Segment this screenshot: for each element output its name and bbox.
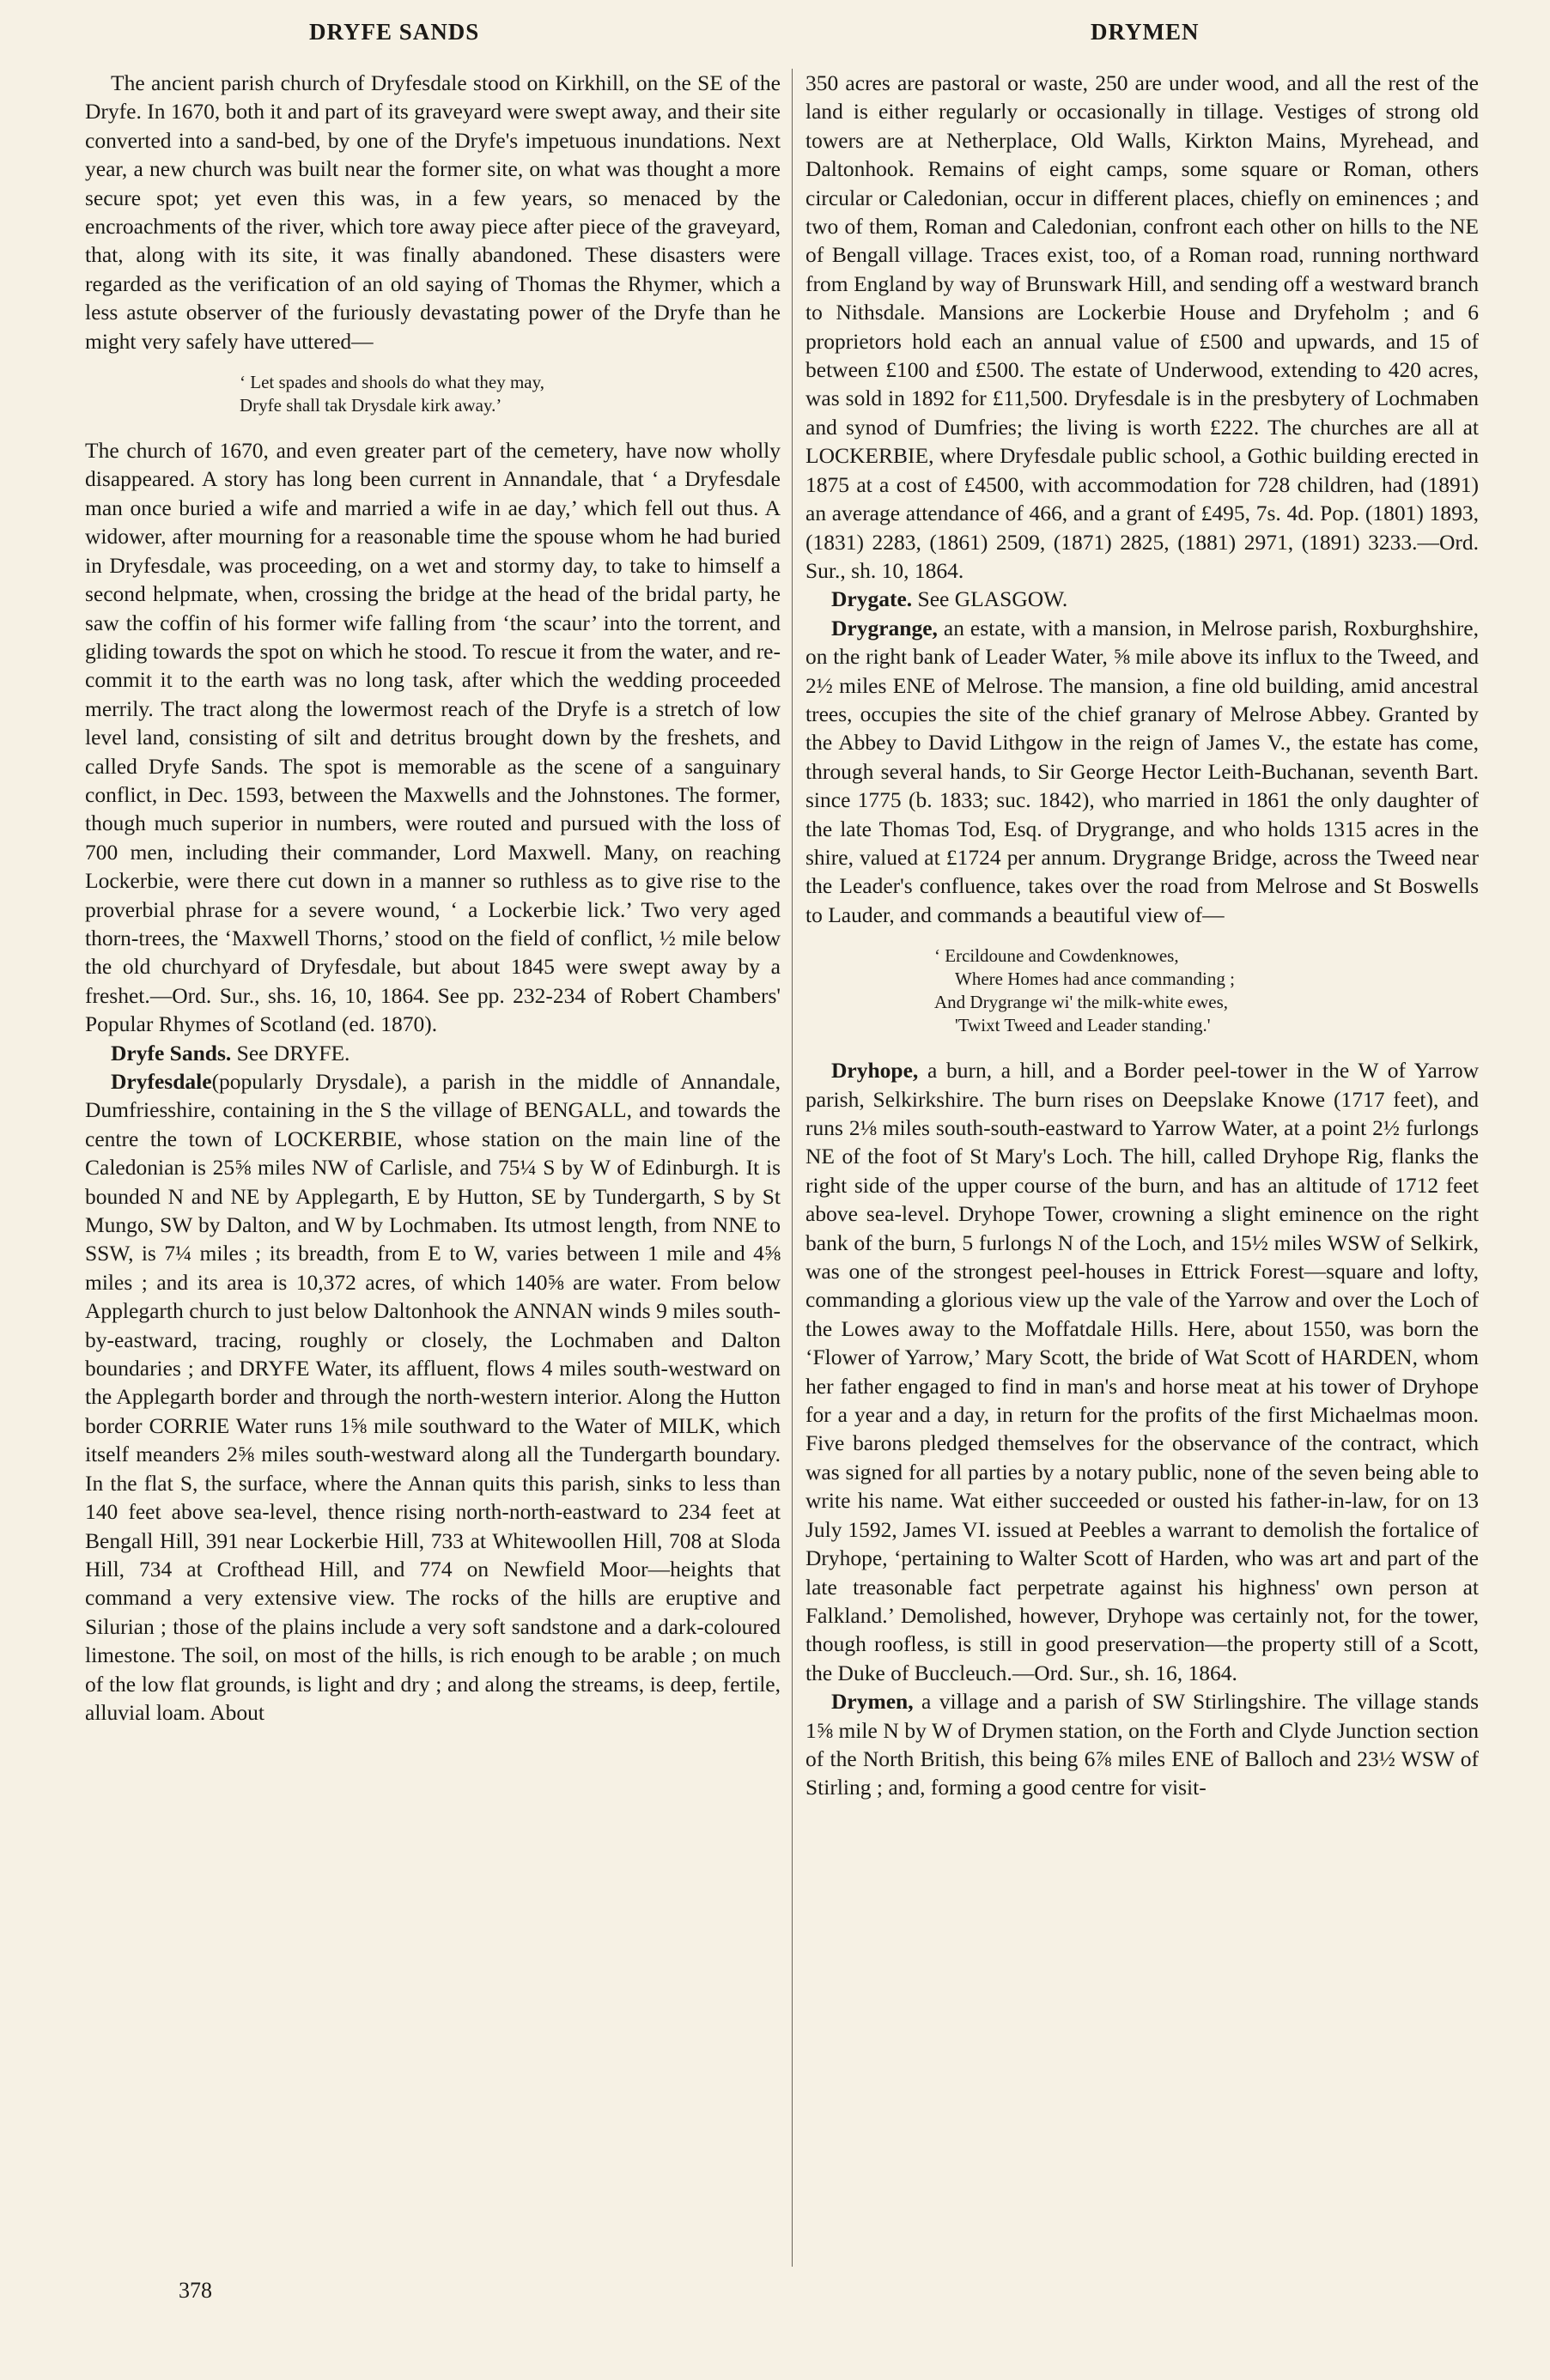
entry-text: a burn, a hill, and a Border peel-tower in the W of Yarrow parish, Selkirkshire. The burn rises on Deepslake Knowe (1717 feet), and runs 2⅛ miles south-south-eastward to Yarrow Water, at a point 2½ furlongs NE of the foot of St Mary's Loch. The hill, called Dryhope Rig, flanks the right side of the upper course of the burn, and has an altitude of 1712 feet above sea-level. Dryhope Tower, crowning a slight eminence on the right bank of the burn, 5 furlongs N of the Loch, and 15½ miles WSW of Selkirk, was one of the strongest peel-houses in Ettrick Forest—square and lofty, commanding a glorious view up the vale of the Yarrow and over the Loch of the Lowes away to the Moffatdale Hills. Here, about 1550, was born the ‘Flower of Yarrow,’ Mary Scott, the bride of Wat Scott of HARDEN, whom her father engaged to find in man's and horse meat at his tower of Dryhope for a year and a day, in return for the profits of the first Michaelmas moon. Five barons pledged themselves for the observance of the contract, which was signed for all parties by a notary public, none of the seven being able to write his name. Wat either succeeded or ousted his father-in-law, for on 13 July 1592, James VI. issued at Peebles a warrant to demolish the fortalice of Dryhope, ‘pertaining to Walter Scott of Harden, who was art and part of the late treasonable fact perpetrate against his highness' own person at Falkland.’ Demolished, however, Dryhope was certainly not, for the tower, though roofless, is still in good preservation—the property still of a Scott, the Duke of Buccleuch.—Ord. Sur., sh. 16, 1864.	[805, 1058, 1479, 1685]
verse-line: 'Twixt Tweed and Leader standing.'	[955, 1015, 1211, 1036]
running-head-right: DRYMEN	[1091, 19, 1200, 45]
verse-ercildoune	[805, 944, 1479, 1037]
entry-dryfe-sands	[85, 1039, 781, 1067]
verse-line: ‘ Let spades and shools do what they may,	[240, 372, 544, 393]
verse-line: ‘ Ercildoune and Cowdenknowes,	[934, 945, 1179, 967]
column-divider	[792, 69, 793, 2267]
verse-thomas-rhymer	[85, 371, 781, 417]
entry-headword: Drymen,	[831, 1689, 914, 1715]
entry-headword: Drygate.	[831, 586, 913, 612]
entry-text: See DRYFE.	[236, 1040, 350, 1066]
entry-drymen	[805, 1687, 1479, 1802]
entry-headword: Dryfesdale	[111, 1069, 212, 1094]
entry-drygate	[805, 585, 1479, 613]
paragraph-dryfe-sands: The church of 1670, and even greater part of the cemetery, have now wholly disappeared. A story has long been current in Annandale, that ‘ a Dryfesdale man once buried a wife and married a wife in ae day,’ which fell out thus. A widower, after mourning for a reasonable time the spouse whom he had buried in Dryfesdale, was proceeding, on a wet and stormy day, to take to himself a second helpmate, when, crossing the bridge at the head of the bridal party, he saw the coffin of his former wife falling from ‘the scaur’ into the torrent, and gliding towards the spot on which he stood. To rescue it from the water, and re-commit it to the earth was no long task, after which the wedding proceeded merrily. The tract along the lowermost reach of the Dryfe is a stretch of low level land, consisting of silt and detritus brought down by the freshets, and called Dryfe Sands. The spot is memorable as the scene of a sanguinary conflict, in Dec. 1593, between the Maxwells and the Johnstones. The former, though much superior in numbers, were routed and pursued with the loss of 700 men, including their commander, Lord Maxwell. Many, on reaching Lockerbie, were there cut down in a manner so ruthless as to give rise to the proverbial phrase for a severe wound, ‘ a Lockerbie lick.’ Two very aged thorn-trees, the ‘Maxwell Thorns,’ stood on the field of conflict, ½ mile below the old churchyard of Dryfesdale, but about 1845 were swept away by a freshet.—Ord. Sur., shs. 16, 10, 1864. See pp. 232-234 of Robert Chambers' Popular Rhymes of Scotland (ed. 1870).	[85, 438, 781, 1037]
entry-text: a village and a parish of SW Stirlingshire. The village stands 1⅝ mile N by W of Drymen station, on the Forth and Clyde Junction section of the North British, this being 6⅞ miles ENE of Balloch and 23½ WSW of Stirling ; and, forming a good centre for visit-	[805, 1689, 1479, 1800]
entry-headword: Drygrange,	[831, 615, 938, 641]
entry-dryfesdale	[85, 1067, 781, 1727]
entry-text: (popularly Drysdale), a parish in the middle of Annandale, Dumfriesshire, containing in the S the village of BENGALL, and towards the centre the town of LOCKERBIE, whose station on the main line of the Caledonian is 25⅝ miles NW of Carlisle, and 75¼ S by W of Edinburgh. It is bounded N and NE by Applegarth, E by Hutton, SE by Tundergarth, S by St Mungo, SW by Dalton, and W by Lochmaben. Its utmost length, from NNE to SSW, is 7¼ miles ; its breadth, from E to W, varies between 1 mile and 4⅝ miles ; and its area is 10,372 acres, of which 140⅝ are water. From below Applegarth church to just below Daltonhook the ANNAN winds 9 miles south-by-eastward, tracing, roughly or closely, the Lochmaben and Dalton boundaries ; and DRYFE Water, its affluent, flows 4 miles south-westward on the Applegarth border and through the north-western interior. Along the Hutton border CORRIE Water runs 1⅝ mile southward to the Water of MILK, which itself meanders 2⅝ miles south-westward along all the Tundergarth boundary. In the flat S, the surface, where the Annan quits this parish, sinks to less than 140 feet above sea-level, thence rising north-north-eastward to 234 feet at Bengall Hill, 391 near Lockerbie Hill, 733 at Whitewoollen Hill, 708 at Sloda Hill, 734 at Crofthead Hill, and 774 on Newfield Moor—heights that command a very extensive view. The rocks of the hills are eruptive and Silurian ; those of the plains include a very soft sandstone and a dark-coloured limestone. The soil, on most of the hills, is rich enough to be arable ; on much of the low flat grounds, is light and dry ; and along the streams, is deep, fertile, alluvial loam. About	[85, 1069, 781, 1725]
paragraph-dryfesdale-continued: 350 acres are pastoral or waste, 250 are under wood, and all the rest of the land is either regularly or occasionally in tillage. Vestiges of strong old towers are at Netherplace, Old Walls, Kirkton Mains, Myrehead, and Daltonhook. Remains of eight camps, some square or Roman, others circular or Caledonian, occur in different places, chiefly on eminences ; and two of them, Roman and Caledonian, confront each other on hills to the NE of Bengall village. Traces exist, too, of a Roman road, running northward from England by way of Brunswark Hill, and sending off a westward branch to Nithsdale. Mansions are Lockerbie House and Dryfeholm ; and 6 proprietors hold each an annual value of £500 and upwards, and 15 of between £100 and £500. The estate of Underwood, extending to 420 acres, was sold in 1892 for £11,500. Dryfesdale is in the presbytery of Lochmaben and synod of Dumfries; the living is worth £222. The churches are all at LOCKERBIE, where Dryfesdale public school, a Gothic building erected in 1875 at a cost of £4500, with accommodation for 728 children, had (1891) an average attendance of 466, and a grant of £495, 7s. 4d. Pop. (1801) 1893, (1831) 2283, (1861) 2509, (1871) 2825, (1881) 2971, (1891) 3233.—Ord. Sur., sh. 10, 1864.	[805, 70, 1479, 583]
right-column	[805, 69, 1479, 1802]
running-head-left: DRYFE SANDS	[309, 19, 480, 45]
entry-drygrange	[805, 614, 1479, 929]
verse-line: Where Homes had ance commanding ;	[955, 968, 1235, 990]
entry-dryhope	[805, 1056, 1479, 1687]
entry-text: See GLASGOW.	[917, 586, 1068, 612]
left-column	[85, 69, 781, 1727]
page-number: 378	[179, 2278, 212, 2303]
verse-line: Dryfe shall tak Drysdale kirk away.’	[240, 395, 502, 416]
entry-text: an estate, with a mansion, in Melrose parish, Roxburghshire, on the right bank of Leader Water, ⅝ mile above its influx to the Tweed, and 2½ miles ENE of Melrose. The mansion, a fine old building, amid ancestral trees, occupies the site of the chief granary of Melrose Abbey. Granted by the Abbey to David Lithgow in the reign of James V., the estate has come, through several hands, to Sir George Hector Leith-Buchanan, seventh Bart. since 1775 (b. 1833; suc. 1842), who married in 1861 the only daughter of the late Thomas Tod, Esq. of Drygrange, and who holds 1315 acres in the shire, valued at £1724 per annum. Drygrange Bridge, across the Tweed near the Leader's confluence, takes over the road from Melrose and St Boswells to Lauder, and commands a beautiful view of—	[805, 615, 1480, 927]
paragraph-dryfe-church: The ancient parish church of Dryfesdale stood on Kirkhill, on the SE of the Dryfe. In 1670, both it and part of its graveyard were swept away, and their site converted into a sand-bed, by one of the Dryfe's impetuous inundations. Next year, a new church was built near the former site, on what was thought a more secure spot; yet even this was, in a few years, so menaced by the encroachments of the river, which tore away piece after piece of the graveyard, that, along with its site, it was finally abandoned. These disasters were regarded as the verification of an old saying of Thomas the Rhymer, which a less astute observer of the furiously devastating power of the Dryfe than he might very safely have uttered—	[85, 70, 781, 354]
verse-line: And Drygrange wi' the milk-white ewes,	[934, 992, 1229, 1013]
entry-headword: Dryhope,	[831, 1058, 919, 1084]
entry-headword: Dryfe Sands.	[111, 1040, 232, 1066]
